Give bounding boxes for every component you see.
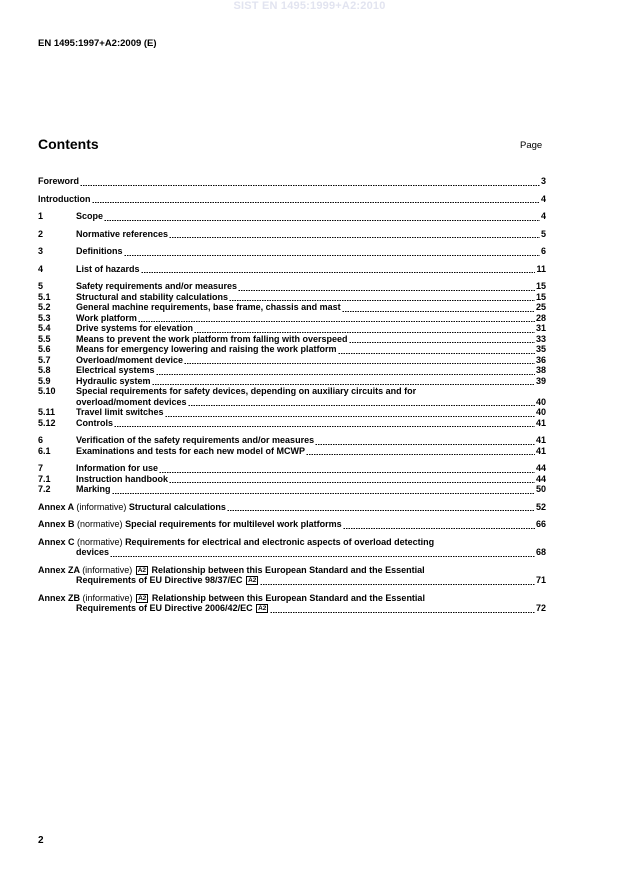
page-column-label: Page xyxy=(520,140,543,151)
toc-title: Safety requirements and/or measures xyxy=(76,281,238,291)
toc-title: Relationship between this European Standard and the Essential xyxy=(151,592,425,603)
dot-leader xyxy=(349,336,535,344)
toc-page: 50 xyxy=(535,484,546,494)
dot-leader xyxy=(80,179,540,187)
toc-title: Requirements for electrical and electronic aspects of overload detecting xyxy=(125,536,435,547)
toc-page: 4 xyxy=(540,211,546,221)
annex-type: (normative) xyxy=(77,519,123,529)
dot-leader xyxy=(306,448,535,456)
toc-entry-1[interactable] xyxy=(38,211,546,222)
toc-number: 5.1 xyxy=(38,291,51,302)
toc-group-7 xyxy=(38,463,546,495)
toc-number: 5.10 xyxy=(38,386,56,396)
toc-title-continued: Requirements of EU Directive 98/37/EC xyxy=(76,575,243,585)
toc-number: 5.5 xyxy=(38,333,51,344)
toc-title: Hydraulic system xyxy=(76,375,151,386)
dot-leader xyxy=(238,284,535,292)
toc-page: 5 xyxy=(540,228,546,239)
table-of-contents xyxy=(38,176,546,621)
toc-title-continued: overload/moment devices xyxy=(76,396,187,407)
toc-entry-annex-zb[interactable] xyxy=(38,593,546,614)
toc-title: Scope xyxy=(76,211,104,221)
toc-page: 41 xyxy=(535,417,546,428)
toc-entry-5-11[interactable] xyxy=(38,407,546,418)
toc-number: 5.3 xyxy=(38,312,51,323)
dot-leader xyxy=(227,504,535,512)
toc-number: 5.4 xyxy=(38,323,51,333)
annex-label: Annex ZA xyxy=(38,564,80,575)
toc-title: Controls xyxy=(76,417,113,428)
toc-entry-5-2[interactable] xyxy=(38,302,546,313)
toc-title: Relationship between this European Standard and the Essential xyxy=(151,564,425,575)
toc-entry-5-7[interactable] xyxy=(38,355,546,366)
toc-number: 6 xyxy=(38,435,44,445)
toc-page: 44 xyxy=(535,463,546,473)
toc-entry-5-1[interactable] xyxy=(38,292,546,303)
toc-entry-annex-c[interactable] xyxy=(38,537,546,558)
dot-leader xyxy=(315,438,535,446)
toc-entry-7-1[interactable] xyxy=(38,474,546,485)
toc-page: 71 xyxy=(535,575,546,585)
dot-leader xyxy=(141,266,536,274)
toc-title: List of hazards xyxy=(76,263,140,274)
dot-leader xyxy=(104,214,540,222)
toc-number: 7.1 xyxy=(38,473,51,484)
contents-title: Contents xyxy=(38,136,99,152)
toc-group-introduction xyxy=(38,194,546,205)
toc-entry-annex-za[interactable] xyxy=(38,565,546,586)
toc-title: Travel limit switches xyxy=(76,407,164,417)
toc-page: 3 xyxy=(540,176,546,186)
dot-leader xyxy=(156,368,535,376)
toc-number: 5.12 xyxy=(38,417,56,428)
toc-title: Special requirements for multilevel work platforms xyxy=(125,519,342,529)
amendment-start-marker-icon: A2 xyxy=(138,594,147,602)
dot-leader xyxy=(152,378,535,386)
dot-leader xyxy=(229,294,535,302)
toc-number: 5.2 xyxy=(38,302,51,312)
dot-leader xyxy=(112,487,535,495)
toc-entry-5-12[interactable] xyxy=(38,418,546,429)
toc-page: 40 xyxy=(535,407,546,417)
annex-type: (normative) xyxy=(77,536,123,547)
toc-entry-foreword[interactable] xyxy=(38,176,546,187)
dot-leader xyxy=(124,249,540,257)
toc-entry-5-6[interactable] xyxy=(38,344,546,355)
toc-title: Definitions xyxy=(76,246,123,256)
amendment-end-marker-icon: A2 xyxy=(258,605,267,612)
toc-entry-introduction[interactable] xyxy=(38,194,546,205)
toc-page: 40 xyxy=(535,396,546,407)
dot-leader xyxy=(165,410,535,418)
toc-number: 4 xyxy=(38,263,44,274)
toc-page: 33 xyxy=(535,333,546,344)
toc-number: 7.2 xyxy=(38,484,51,494)
toc-entry-annex-b[interactable] xyxy=(38,519,546,530)
toc-page: 15 xyxy=(535,291,546,302)
toc-page: 38 xyxy=(535,365,546,375)
toc-title: Verification of the safety requirements and/or measures xyxy=(76,435,315,445)
annex-label: Annex B xyxy=(38,519,75,529)
toc-title: Drive systems for elevation xyxy=(76,323,194,333)
toc-entry-6[interactable] xyxy=(38,435,546,446)
annex-type: (informative) xyxy=(82,564,133,575)
toc-page: 39 xyxy=(535,375,546,386)
annex-label: Annex A xyxy=(38,501,74,512)
toc-page: 31 xyxy=(535,323,546,333)
toc-group-6 xyxy=(38,435,546,456)
toc-group-1 xyxy=(38,211,546,222)
toc-entry-annex-a[interactable] xyxy=(38,502,546,513)
toc-number: 6.1 xyxy=(38,445,51,456)
toc-number: 5.8 xyxy=(38,365,51,375)
toc-entry-5-4[interactable] xyxy=(38,323,546,334)
toc-group-foreword xyxy=(38,176,546,187)
toc-entry-5-5[interactable] xyxy=(38,334,546,345)
toc-title: Examinations and tests for each new model of MCWP xyxy=(76,445,306,456)
page-number: 2 xyxy=(38,835,44,846)
dot-leader xyxy=(169,231,540,239)
amendment-start-marker-icon: A2 xyxy=(137,566,147,574)
toc-title: Means for emergency lowering and raising the work platform xyxy=(76,344,337,354)
toc-group-annex-c xyxy=(38,537,546,558)
toc-number: 3 xyxy=(38,246,44,256)
toc-group-annex-zb xyxy=(38,593,546,614)
toc-entry-2[interactable] xyxy=(38,229,546,240)
toc-title: Special requirements for safety devices, depending on auxiliary circuits and for xyxy=(76,386,417,396)
document-id: EN 1495:1997+A2:2009 (E) xyxy=(38,38,157,49)
annex-label: Annex C xyxy=(38,536,75,547)
toc-entry-4[interactable] xyxy=(38,264,546,275)
toc-group-annex-za xyxy=(38,565,546,586)
dot-leader xyxy=(194,326,535,334)
dot-leader xyxy=(110,550,535,558)
toc-number: 7 xyxy=(38,463,44,473)
toc-title-continued: devices xyxy=(76,547,110,557)
toc-group-5 xyxy=(38,281,546,428)
annex-type: (informative) xyxy=(76,501,127,512)
toc-entry-5-3[interactable] xyxy=(38,313,546,324)
toc-number: 5.7 xyxy=(38,354,51,365)
toc-entry-5-10[interactable] xyxy=(38,386,546,407)
toc-page: 44 xyxy=(535,473,546,484)
dot-leader xyxy=(138,315,535,323)
toc-number: 1 xyxy=(38,211,44,221)
toc-number: 5 xyxy=(38,281,44,291)
toc-page: 41 xyxy=(535,435,546,445)
toc-title: Electrical systems xyxy=(76,365,155,375)
toc-entry-5-9[interactable] xyxy=(38,376,546,387)
toc-page: 4 xyxy=(540,193,546,204)
dot-leader xyxy=(342,305,535,313)
watermark: SIST EN 1495:1999+A2:2010 xyxy=(233,0,386,12)
dot-leader xyxy=(343,522,535,530)
toc-page: 6 xyxy=(540,246,546,256)
toc-entry-7-2[interactable] xyxy=(38,484,546,495)
toc-title: Foreword xyxy=(38,176,80,186)
toc-page: 36 xyxy=(535,354,546,365)
toc-entry-5-8[interactable] xyxy=(38,365,546,376)
dot-leader xyxy=(184,357,535,365)
dot-leader xyxy=(270,606,535,614)
toc-title: Structural calculations xyxy=(128,501,226,512)
dot-leader xyxy=(338,347,535,355)
dot-leader xyxy=(260,578,535,586)
annex-label: Annex ZB xyxy=(38,592,81,603)
toc-title: Overload/moment device xyxy=(76,354,184,365)
toc-title: Means to prevent the work platform from falling with overspeed xyxy=(76,333,348,344)
toc-title: Normative references xyxy=(76,228,169,239)
toc-number: 2 xyxy=(38,228,44,239)
amendment-end-marker-icon: A2 xyxy=(248,577,257,584)
toc-entry-3[interactable] xyxy=(38,246,546,257)
toc-title: Marking xyxy=(76,484,111,494)
toc-entry-5[interactable] xyxy=(38,281,546,292)
toc-entry-6-1[interactable] xyxy=(38,446,546,457)
toc-page: 25 xyxy=(535,302,546,312)
toc-title: Structural and stability calculations xyxy=(76,291,229,302)
annex-type: (informative) xyxy=(82,592,133,603)
toc-number: 5.9 xyxy=(38,375,51,386)
dot-leader xyxy=(92,196,540,204)
toc-group-3 xyxy=(38,246,546,257)
dot-leader xyxy=(114,420,535,428)
toc-number: 5.11 xyxy=(38,407,56,417)
toc-page: 15 xyxy=(535,281,546,291)
toc-title: General machine requirements, base frame, chassis and mast xyxy=(76,302,341,312)
toc-page: 28 xyxy=(535,312,546,323)
toc-group-annex-b xyxy=(38,519,546,530)
toc-page: 68 xyxy=(535,547,546,557)
toc-page: 41 xyxy=(535,445,546,456)
toc-page: 66 xyxy=(535,519,546,529)
toc-title: Introduction xyxy=(38,193,91,204)
toc-group-annex-a xyxy=(38,502,546,513)
toc-page: 52 xyxy=(535,501,546,512)
toc-title: Information for use xyxy=(76,463,159,473)
dot-leader xyxy=(159,466,535,474)
toc-number: 5.6 xyxy=(38,344,51,354)
dot-leader xyxy=(169,476,535,484)
toc-group-4 xyxy=(38,264,546,275)
toc-page: 11 xyxy=(536,263,546,274)
toc-group-2 xyxy=(38,229,546,240)
toc-title: Instruction handbook xyxy=(76,473,168,484)
toc-entry-7[interactable] xyxy=(38,463,546,474)
toc-title: Work platform xyxy=(76,312,137,323)
toc-title-continued: Requirements of EU Directive 2006/42/EC xyxy=(76,603,253,613)
toc-page: 35 xyxy=(535,344,546,354)
toc-page: 72 xyxy=(535,603,546,613)
dot-leader xyxy=(188,399,535,407)
